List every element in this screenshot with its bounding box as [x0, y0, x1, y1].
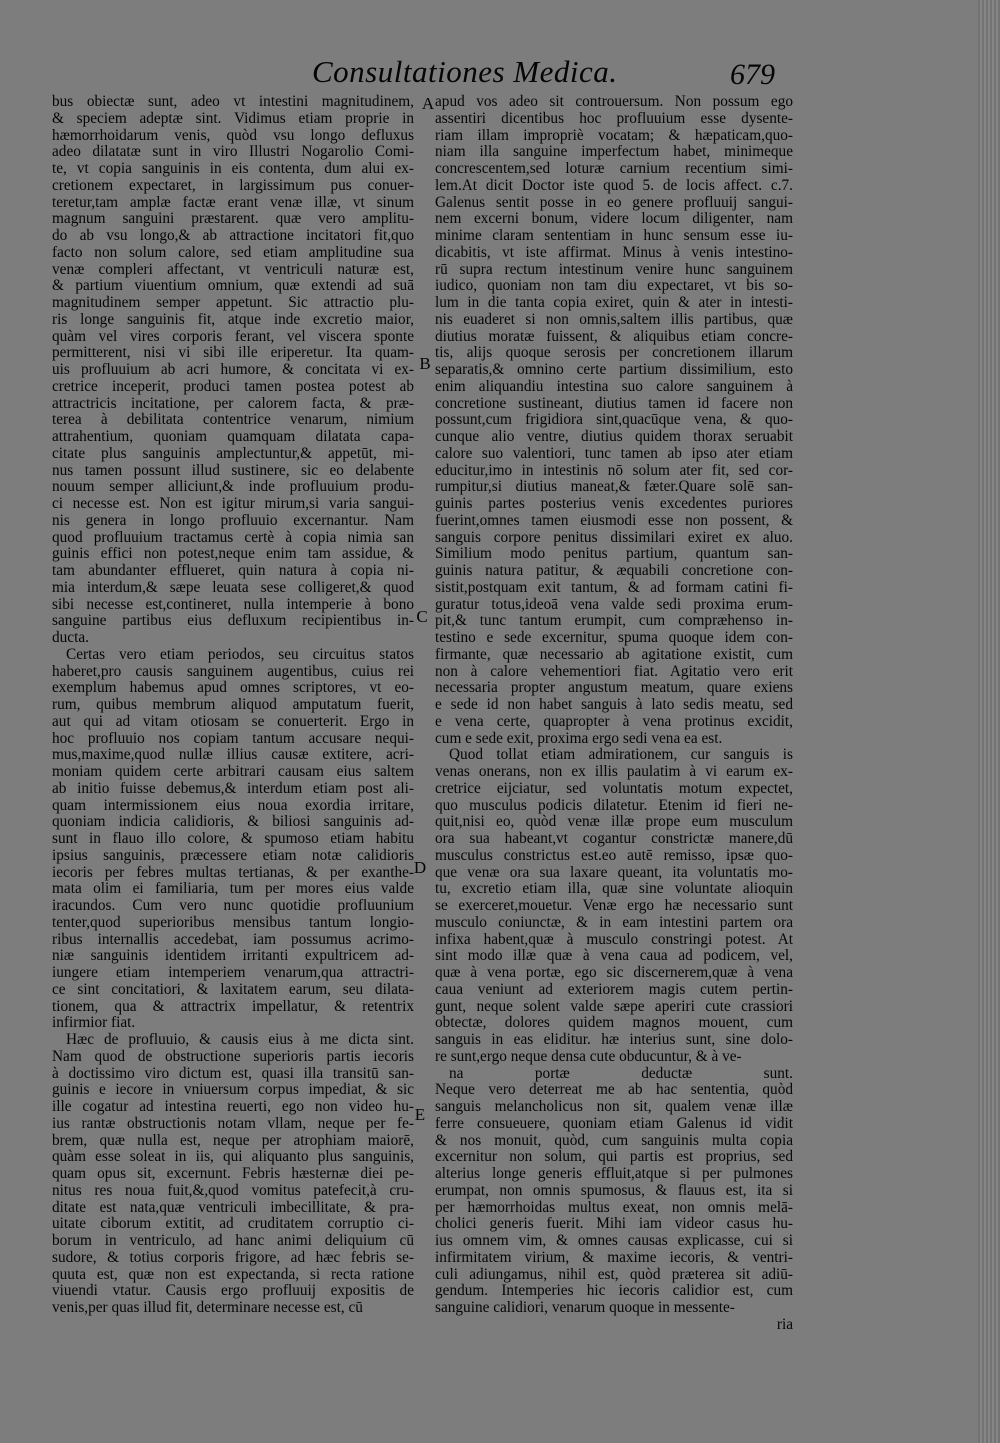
text-line: uis profluuium ab acri humore, & concitata vi ex-	[52, 362, 414, 378]
text-line: & nos monuit, quòd, cum sanguinis multa copia	[435, 1132, 793, 1149]
text-line: ille cogatur ad intestina reuerti, ego non video hu-	[52, 1099, 414, 1115]
text-line: Quod tollat etiam admirationem, cur sanguis is	[449, 747, 793, 764]
text-line: iungere etiam intemperiem venarum,qua attractri-	[52, 965, 414, 981]
text-line: tu, excretio etiam illa, quæ sine voluntate alioquin	[435, 881, 793, 898]
text-line: nouum semper alliciunt,& inde profluuium produ-	[52, 479, 414, 496]
text-line: quæ à vena portæ, ego sic discernerem,quæ à vena	[435, 965, 793, 981]
text-line: citate plus sanguinis amplectuntur,& appetūt, mi-	[52, 445, 414, 462]
text-line: firmante, quæ necessario ab agitatione existit, cum	[435, 646, 793, 663]
text-line: iracundos. Cum vero nunc quotidie profluunium	[52, 898, 414, 914]
text-line: na portæ deductæ sunt.	[449, 1065, 793, 1082]
margin-marker-c: C	[416, 607, 428, 626]
text-line: Hæc de profluuio, & causis eius à me dicta sint.	[66, 1032, 414, 1048]
text-line: ius rantæ obstructionis notam vllam, neque per fe-	[52, 1115, 414, 1132]
text-line: tenter,quod superioribus mensibus tantum longio-	[52, 914, 414, 931]
text-line: lem.At dicit Doctor iste quod 5. de locis affect. c.7.	[435, 177, 793, 194]
text-line: quàm vel vires corporis ferant, vel viscera sponte	[52, 328, 414, 345]
text-line: per hæmorrhoidas multus exeat, non omnis melā-	[435, 1199, 793, 1216]
text-line: excernitur non solum, qui partis est proprius, sed	[435, 1149, 793, 1166]
text-line: possunt,cum frigidiora sint,quacūque vena, & quo-	[435, 412, 793, 429]
text-line: quod profluuium tractamus certè à copia nimia san	[52, 529, 414, 546]
text-line: rumpitur,si diutius maneat,& fæter.Quare solē san-	[435, 479, 793, 496]
margin-marker-b: B	[419, 354, 431, 373]
text-line: quam intermissionem eius noua exordia irritare,	[52, 797, 414, 814]
text-line: hæmorrhoidarum venis, quòd vsu longo defluxus	[52, 127, 414, 144]
text-line: sanguis corpore penitus dissimilari exiret ex aluo.	[435, 529, 793, 546]
text-line: quo musculus podicis dilatetur. Etenim id fieri ne-	[435, 797, 793, 814]
text-line: fuerint,omnes tamen eiusmodi esse non possent, &	[435, 512, 793, 529]
text-line: guinis natura patitur, & æquabili concretione con-	[435, 563, 793, 579]
text-line: sudore, & totius corporis frigore, ad hæc febris se-	[52, 1249, 414, 1266]
text-line: cretrice eijciatur, sed voluntatis motum expectet,	[435, 780, 793, 797]
text-line: cum e sede exit, proxima ergo sedi vena ea est.	[435, 730, 723, 747]
text-line: ditate est nata,quæ ventriculi imbecillitate, & pra-	[52, 1199, 414, 1216]
text-line: separatis,& omnino certe partium dissimilium, esto	[435, 362, 793, 378]
text-line: do ab vsu longo,& ab attractione incitatori fit,quo	[52, 228, 414, 244]
text-line: Galenus sentit posse in eo genere profluuij sangui-	[435, 194, 793, 211]
text-line: guinis e iecore in vniuersum corpus impediat, & sic	[52, 1082, 414, 1099]
text-line: enim aliquandiu intestina suo calore sanguinem à	[435, 378, 793, 395]
text-line: tionem, qua & attractrix impellatur, & retentrix	[52, 998, 414, 1015]
text-line: sanguis melancholicus non sit, qualem venæ illæ	[435, 1099, 793, 1115]
text-line: ius omnem vim, & omnes causas explicasse, cui si	[435, 1233, 793, 1249]
text-line: te, vt copia sanguinis in eis contenta, dum alui ex-	[52, 161, 414, 177]
text-line: infirmitatem virium, & maxime iecoris, & ventri-	[435, 1249, 793, 1266]
text-line: concretione sustineant, diutius tamen id facere non	[435, 395, 793, 412]
text-line: hoc profluuio nos copiam tantum accusare nequi-	[52, 730, 414, 747]
text-line: dicabitis, vt iste affirmat. Minus à venis intestino-	[435, 244, 793, 261]
text-line: re sunt,ergo neque densa cute obducuntur, & à ve-	[435, 1048, 742, 1065]
text-line: permitterent, nisi vi sibi ille eriperetur. Ita quam-	[52, 345, 414, 362]
text-line: infirmior fiat.	[52, 1015, 136, 1032]
text-line: ipsius sanguinis, præcessere etiam notæ calidioris	[52, 847, 414, 864]
text-line: infixa habent,quæ à musculo constringi potest. At	[435, 931, 793, 948]
text-line: non à calore vehementiori fiat. Agitatio vero erit	[435, 663, 793, 680]
text-line: tam abundanter efflueret, quin natura à copia ni-	[52, 563, 414, 579]
text-line: assentiri dicentibus hoc profluuium esse dysente-	[435, 110, 793, 127]
text-line: educitur,imo in intestinis nō solum ater fit, sed cor-	[435, 462, 793, 479]
text-line: ora sua habeant,vt cogantur constrictæ manere,dū	[435, 831, 793, 847]
text-line: nis genera in longo profluuio excernantur. Nam	[52, 512, 414, 529]
text-line: pit,& tunc tantum erumpit, cum compræhenso in-	[435, 613, 793, 630]
text-line: mata olim ei familiaria, tum per mores eius valde	[52, 881, 414, 898]
text-line: facto non solum calore, sed etiam amplitudine sua	[52, 244, 414, 261]
text-line: e sede id non habet sanguis à lato sedis meatu, sed	[435, 697, 793, 713]
text-line: guinis partes posterius venis excedentes puriores	[435, 496, 793, 512]
text-line: tis, alijs quoque serosis per concretionem illarum	[435, 345, 793, 362]
text-line: musculus constrictus est.eo autē remisso, ipsæ quo-	[435, 847, 793, 864]
text-line: ab initio fuisse debemus,& interdum etiam post ali-	[52, 780, 414, 797]
text-line: teretur,tam amplæ factæ erant venæ illæ, vt sinum	[52, 194, 414, 211]
text-line: magnitudinem semper appetunt. Sic attractio plu-	[52, 295, 414, 311]
text-line: venis,per quas illud fit, determinare necesse est, cū	[52, 1300, 363, 1316]
text-line: ria	[776, 1316, 793, 1333]
text-line: calore suo valentiori, tunc tamen ab ipso ater etiam	[435, 445, 793, 462]
text-line: & partium viuentium omnium, quæ extendi ad suā	[52, 278, 414, 295]
text-line: cretionem expectaret, in largissimum pus conuer-	[52, 177, 414, 194]
text-line: attractricis incitatione, per calorem facta, & præ-	[52, 395, 414, 412]
text-line: sint modo illæ quæ à vena caua ad podicem, vel,	[435, 948, 793, 965]
text-line: concrescentem,sed loturæ carnium recentium simi-	[435, 161, 793, 177]
text-line: obtectæ, dolores quidem magnos mouent, cum	[435, 1015, 793, 1032]
text-line: quàm esse soleat in iis, qui aliquanto plus sanguinis,	[52, 1149, 414, 1166]
margin-marker-e: E	[414, 1105, 426, 1124]
margin-marker-d: D	[413, 858, 427, 877]
text-line: magnum sanguini præstarent. quæ vero amplitu-	[52, 211, 414, 228]
text-line: haberet,pro causis sanguinem augentibus, cuius rei	[52, 663, 414, 680]
text-line: quam opus sit, excernunt. Febris hæsternæ diei pe-	[52, 1166, 414, 1182]
text-line: quit,nisi eo, quòd venæ illæ prope eum musculum	[435, 814, 793, 831]
text-line: ducta.	[52, 630, 89, 646]
text-line: sanguine calidiori, venarum quoque in messente-	[435, 1300, 735, 1316]
text-line: guinis effici non potest,neque enim tam assidue, &	[52, 546, 414, 563]
text-line: attrahentium, quoniam quamquam dilatata capa-	[52, 429, 414, 445]
text-line: nus tamen possunt illud sustinere, sic eo delabente	[52, 462, 414, 479]
text-line: viuendi vtatur. Causis ergo profluuij expositis de	[52, 1283, 414, 1300]
text-line: sibi necesse est,contineret, nulla intemperie à bono	[52, 596, 414, 613]
text-line: adeo dilatatæ sunt in viro Illustri Nogarolio Comi-	[52, 144, 414, 161]
text-line: iecoris per febres multas tertianas, & per exanthe-	[52, 864, 414, 881]
text-line: alterius longe generis effluit,atque si per pulmones	[435, 1166, 793, 1182]
text-line: guratur totus,ideoā vena valde sedi proxima erum-	[435, 596, 793, 613]
text-line: nitus res noua fuit,&,quod vomitus patefecit,à cru-	[52, 1182, 414, 1199]
text-line: rum, quibus membrum aliquod amputatum fuerit,	[52, 697, 414, 713]
text-line: caua veniunt ad exteriorem magis cutem pertin-	[435, 981, 793, 998]
text-line: rū supra rectum intestinum venire hunc sanguinem	[435, 261, 793, 278]
text-line: quuta est, quæ non est expectanda, si recta ratione	[52, 1266, 414, 1283]
text-line: venæ compleri affectant, vt ventriculi naturæ est,	[52, 261, 414, 278]
text-line: cunque alio ventre, diutius quidem thorax seruabit	[435, 429, 793, 445]
text-line: niæ sanguinis identidem irritanti expultricem ad-	[52, 948, 414, 965]
text-line: gendum. Intemperies hic iecoris calidior est, cum	[435, 1283, 793, 1300]
text-line: ribus internallis accedebat, iam possumus acrimo-	[52, 931, 414, 948]
text-line: cholici generis fuerit. Mihi iam videor casus hu-	[435, 1216, 793, 1233]
text-line: testino e sede excernitur, spuma quoque idem con-	[435, 630, 793, 646]
text-line: Similium modo penitus partium, quantum san-	[435, 546, 793, 563]
text-line: nis euaderet si non omnis,saltem illis partibus, quæ	[435, 311, 793, 328]
margin-marker-a: A	[421, 94, 435, 113]
text-line: diutius moratæ fuissent, & aliquibus etiam concre-	[435, 328, 793, 345]
text-line: mus,maxime,quod nullæ illius causæ extitere, acri-	[52, 747, 414, 764]
text-line: que venæ ora sua laxare queant, ita voluntatis mo-	[435, 864, 793, 881]
text-line: brem, quæ nulla est, neque per atrophiam maiorē,	[52, 1132, 414, 1149]
page-edge-shadow	[978, 0, 1000, 1443]
text-line: musculo coniunctæ, & in eam intestini partem ora	[435, 914, 793, 931]
text-line: moniam quidem certe arbitrari causam eius saltem	[52, 764, 414, 780]
text-line: ci necesse est. Non est igitur mirum,si varia sangui-	[52, 496, 414, 512]
text-line: à doctissimo viro dictum est, quasi illa transitū san-	[52, 1065, 414, 1082]
text-line: erumpat, non omnis spumosus, & flauus est, ita si	[435, 1182, 793, 1199]
text-line: aut qui ad vitam otiosam se conuerterit. Ergo in	[52, 713, 414, 730]
text-line: sanguis in eas eliditur. hæ interius sunt, sine dolo-	[435, 1032, 793, 1048]
left-text-column	[52, 94, 414, 1317]
text-line: mia interdum,& sæpe leuata sese colligeret,& quod	[52, 579, 414, 596]
text-line: uitate ciborum extitit, ad cruditatem corruptio ci-	[52, 1216, 414, 1233]
text-line: ris longe sanguinis fit, atque inde excretio maior,	[52, 311, 414, 328]
text-line: terea à debilitata contentrice venarum, nimium	[52, 412, 414, 429]
text-line: nem excerni bonum, videre locum diligenter, nam	[435, 211, 793, 228]
text-line: minime claram sententiam in hunc sensum esse iu-	[435, 228, 793, 244]
text-line: ce sint concitatiori, & laxitatem earum, seu dilata-	[52, 981, 414, 998]
text-line: Certas vero etiam periodos, seu circuitus statos	[66, 646, 414, 663]
text-line: venas onerans, non ex illis paulatim à vi earum ex-	[435, 764, 793, 780]
text-line: borum in ventriculo, ad hanc animi deliquium cū	[52, 1233, 414, 1249]
text-line: sunt in flauo illo colore, & spumoso etiam habitu	[52, 831, 414, 847]
text-line: riam illam impropriè vocatam; & hæpaticam,quo-	[435, 127, 793, 144]
text-line: culi adiungamus, nihil est, quòd præterea sit adiū-	[435, 1266, 793, 1283]
text-line: bus obiectæ sunt, adeo vt intestini magnitudinem,	[52, 94, 414, 110]
right-text-column	[435, 94, 793, 1334]
text-line: se exerceret,mouetur. Venæ ergo hæ necessario sunt	[435, 898, 793, 914]
text-line: lum in die tanta copia exiret, quin & ater in intesti-	[435, 295, 793, 311]
running-title: Consultationes Medica.	[312, 54, 618, 89]
text-line: & speciem adeptæ sint. Vidimus etiam proprie in	[52, 110, 414, 127]
text-line: exemplum habemus apud omnes scriptores, vt eo-	[52, 680, 414, 697]
page-number: 679	[730, 58, 775, 91]
text-line: quoniam indicia calidioris, & biliosi sanguinis ad-	[52, 814, 414, 831]
text-line: Neque vero deterreat me ab hac sententia, quòd	[435, 1082, 793, 1099]
text-line: ferre consueuere, quoniam etiam Galenus id vidit	[435, 1115, 793, 1132]
text-line: Nam quod de obstructione superioris partis iecoris	[52, 1048, 414, 1065]
text-line: cretrice inceperit, produci tamen postea potest ab	[52, 378, 414, 395]
text-line: sanguine partibus eius defluxum recipientibus in-	[52, 613, 414, 630]
text-line: apud vos adeo sit controuersum. Non possum ego	[435, 94, 793, 110]
text-line: iudico, quoniam non tam diu expectaret, vt bis so-	[435, 278, 793, 295]
text-line: e vena certe, quapropter à vena protinus excidit,	[435, 713, 793, 730]
text-line: niam illa sanguine imperfectum habet, minimeque	[435, 144, 793, 161]
text-line: necessaria propter angustum meatum, quare exiens	[435, 680, 793, 697]
text-line: gunt, neque solent valde sæpe aperiri cute crassiori	[435, 998, 793, 1015]
text-line: sistit,postquam exit tantum, & ad formam catini fi-	[435, 579, 793, 596]
